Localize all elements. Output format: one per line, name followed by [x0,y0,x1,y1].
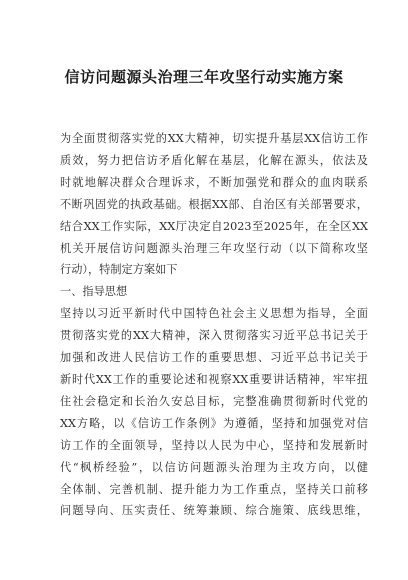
document-title: 信访问题源头治理三年攻坚行动实施方案 [64,68,344,86]
intro-line-1: 为全面贯彻落实党的XX大精神，切实提升基层XX信访工作 [60,132,368,145]
section1-line-3: 加强和改进人民信访工作的重要思想、习近平总书记关于 [60,351,368,365]
intro-line-6: 机关开展信访问题源头治理三年攻坚行动（以下简称攻坚 [60,241,368,255]
section1-line-10: 问题导向、压实责任、统筹兼顾、综合施策、底线思维， [60,504,368,518]
intro-line-3: 时就地解决群众合理诉求，不断加强党和群众的血肉联系 [60,175,368,189]
intro-paragraph [60,128,368,281]
section1-line-5: 住社会稳定和长治久安总目标，完整准确贯彻新时代党的 [60,394,368,408]
section1-paragraph [60,303,368,522]
intro-line-5: 结合XX工作实际，XX厅决定自2023至2025年，在全区XX [60,219,368,233]
section1-line-7: 访工作的全面领导，坚持以人民为中心，坚持和发展新时 [60,438,368,452]
section1-line-4: 新时代XX工作的重要论述和视察XX重要讲话精神，牢牢扭 [60,372,368,386]
section-heading-guiding-ideology: 一、指导思想 [60,285,128,299]
intro-line-4: 不断巩固党的执政基础。根据XX部、自治区有关部署要求， [60,197,368,211]
section1-line-2: 贯彻落实党的XX大精神，深入贯彻落实习近平总书记关于 [60,329,368,343]
intro-line-2: 质效，努力把信访矛盾化解在基层，化解在源头，依法及 [60,153,368,167]
document-body [60,128,368,522]
section1-line-6: XX方略，以《信访工作条例》为遵循，坚持和加强党对信 [60,416,368,430]
section1-line-8: 代“枫桥经验”，以信访问题源头治理为主攻方向，以健 [60,460,368,474]
intro-line-7: 行动），特制定方案如下 [60,263,178,277]
section1-line-9: 全体制、完善机制、提升能力为工作重点，坚持关口前移 [60,482,368,496]
section1-line-1: 坚持以习近平新时代中国特色社会主义思想为指导，全面 [60,307,368,321]
